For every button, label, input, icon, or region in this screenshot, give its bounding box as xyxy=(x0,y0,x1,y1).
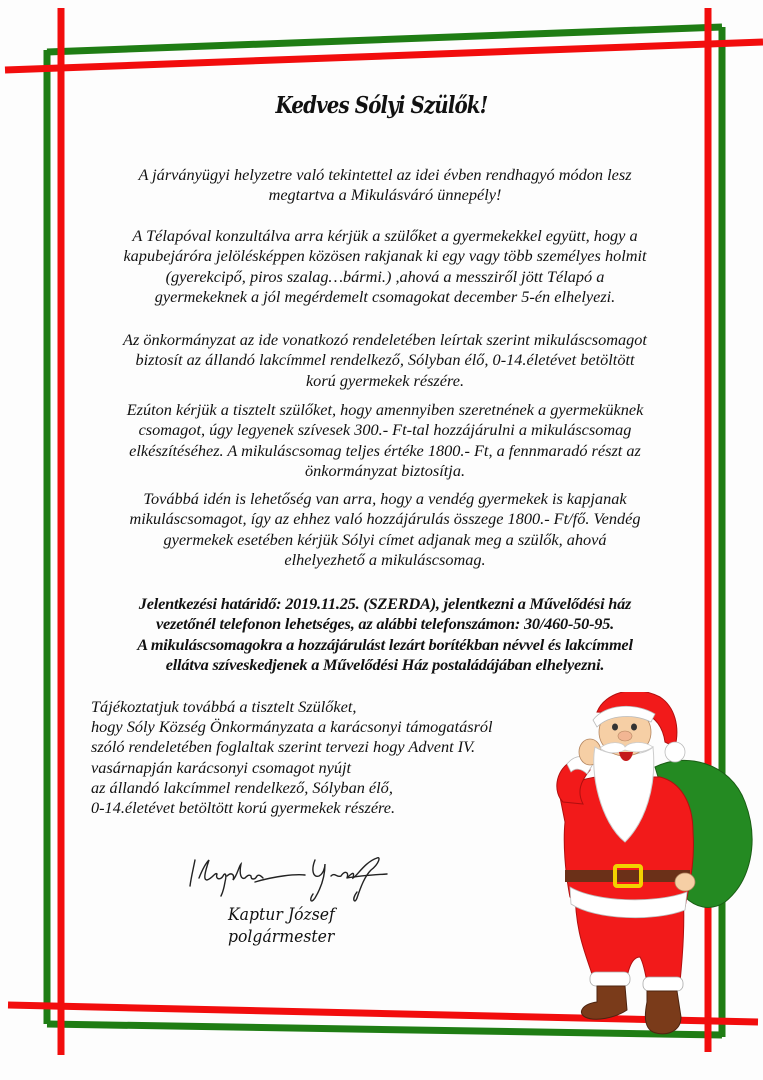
text-line: Jelentkezési határidő: 2019.11.25. (SZERDA), jelentkezni a Művelődési ház xyxy=(138,594,632,613)
paragraph-deadline xyxy=(95,594,675,675)
text-line: vezetőnél telefonon lehetséges, az alábbi telefonszámon: 30/460-50-95. xyxy=(155,614,615,634)
border-red-top xyxy=(5,42,763,70)
signatory-name: Kaptur József xyxy=(228,905,335,925)
text-line: ellátva szíveskedjenek a Művelődési Ház postaládájában elhelyezni. xyxy=(165,654,605,674)
text-line: megtartva a Mikulásváró ünnepély! xyxy=(268,185,502,205)
text-line: Tájékoztatjuk továbbá a tisztelt Szülőket, xyxy=(91,697,357,716)
signature-block xyxy=(228,904,335,948)
text-line: mikuláscsomagot, így az ehhez való hozzájárulás összege 1800.- Ft/fő. Vendég xyxy=(129,509,641,529)
text-line: korú gyermekek részére. xyxy=(305,370,465,390)
text-line: A mikuláscsomagokra a hozzájárulást lezárt borítékban névvel és lakcímmel xyxy=(137,634,633,654)
text-line: önkormányzat biztosítja. xyxy=(304,460,466,480)
text-line: elhelyezhető a mikuláscsomag. xyxy=(284,549,486,569)
text-line: Továbbá idén is lehetőség van arra, hogy a vendég gyermekek is kapjanak xyxy=(143,489,627,508)
paragraph-vendeg xyxy=(95,489,675,570)
text-line: Ezúton kérjük a tisztelt szülőket, hogy amennyiben szeretnének a gyermeküknek xyxy=(126,400,644,419)
text-line: gyermekek esetében kérjük Sólyi címet adjanak meg a szülők, ahová xyxy=(163,529,607,549)
text-line: elkészítéséhez. A mikuláscsomag teljes értéke 1800.- Ft, a fennmaradó részt az xyxy=(129,440,641,460)
santa-boot-left xyxy=(581,986,627,1019)
paragraph-telapo xyxy=(95,226,675,307)
text-line: csomagot, úgy legyenek szívesek 300.- Ft-tal hozzájárulni a mikuláscsomag xyxy=(138,420,632,440)
signatory-role: polgármester xyxy=(228,927,335,947)
text-line: Az önkormányzat az ide vonatkozó rendeletében leírtak szerint mikuláscsomagot xyxy=(123,330,647,349)
page-title: Kedves Sólyi Szülők! xyxy=(275,92,488,119)
text-line: hogy Sóly Község Önkormányzata a karácsonyi támogatásról xyxy=(91,717,493,737)
paragraph-closing xyxy=(91,697,493,818)
border-green-top xyxy=(47,27,722,52)
paragraph-intro xyxy=(95,165,675,206)
santa-boot-right xyxy=(645,991,681,1034)
hat-pompom xyxy=(665,742,685,762)
text-line: az állandó lakcímmel rendelkező, Sólyban élő, xyxy=(91,777,393,797)
text-line: A járványügyi helyzetre való tekintettel az idei évben rendhagyó módon lesz xyxy=(138,165,632,184)
paragraph-onkormanyzat xyxy=(95,330,675,391)
paragraph-hozzajarulas xyxy=(95,400,675,481)
santa-belt xyxy=(565,870,690,882)
text-line: 0-14.életévet betöltött korú gyermekek részére. xyxy=(91,798,396,818)
santa-claus-icon xyxy=(535,692,755,1042)
text-line: gyermekeknek a jól megérdemelt csomagokat december 5-én elhelyezi. xyxy=(154,286,616,306)
text-line: vasárnapján karácsonyi csomagot nyújt xyxy=(91,757,352,777)
text-line: A Télapóval konzultálva arra kérjük a szülőket a gyermekekkel együtt, hogy a xyxy=(132,226,638,245)
text-line: (gyerekcipő, piros szalag…bármi.) ,ahová a messziről jött Télapó a xyxy=(165,266,605,286)
text-line: kapubejáróra jelölésképpen közösen rakjanak ki egy vagy több személyes holmit xyxy=(123,246,647,266)
text-line: biztosít az állandó lakcímmel rendelkező, Sólyban élő, 0-14.életévet betöltött xyxy=(135,350,635,370)
text-line: szóló rendeletében foglaltak szerint tervezi hogy Advent IV. xyxy=(91,737,476,757)
handwritten-signature xyxy=(185,848,405,908)
